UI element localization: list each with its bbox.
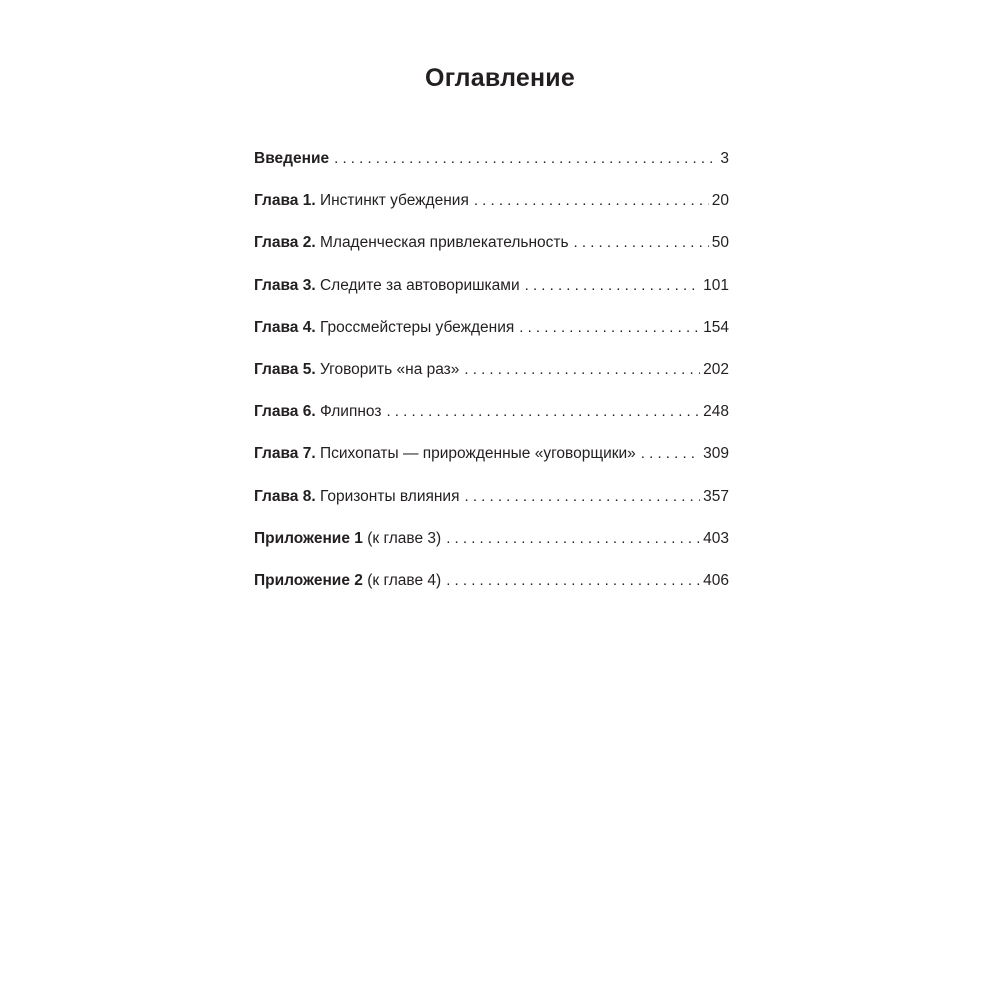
dot-leader: [641, 446, 700, 461]
entry-text: [254, 192, 469, 210]
entry-label: Глава 6.: [254, 403, 316, 421]
entry-title: Уговорить «на раз»: [319, 360, 460, 378]
page-number: 357: [703, 487, 729, 505]
toc-entry: [254, 319, 729, 361]
page-number: 406: [703, 571, 729, 589]
dot-leader: [464, 362, 700, 377]
entry-label: Глава 3.: [254, 276, 316, 294]
page-number: 202: [703, 360, 729, 378]
page-number: 101: [703, 276, 729, 294]
dot-leader: [446, 573, 700, 588]
entry-text: [254, 572, 441, 590]
entry-title: Инстинкт убеждения: [319, 192, 469, 210]
page-number: 154: [703, 318, 729, 336]
toc-entry: [254, 234, 729, 276]
entry-label: Глава 7.: [254, 445, 316, 463]
entry-label: Приложение 1: [254, 529, 363, 547]
entry-text: [254, 403, 381, 421]
entry-text: [254, 530, 441, 548]
entry-label: Глава 8.: [254, 487, 316, 505]
entry-title: Младенческая привлекательность: [319, 234, 569, 252]
entry-title: Следите за автоворишками: [319, 276, 520, 294]
entry-label: Глава 2.: [254, 234, 316, 252]
entry-label: Глава 5.: [254, 360, 316, 378]
dot-leader: [334, 151, 717, 166]
table-of-contents: [254, 150, 729, 614]
entry-title: Флипноз: [319, 403, 382, 421]
entry-title: Гроссмейстеры убеждения: [319, 318, 515, 336]
entry-text: [254, 445, 636, 463]
entry-text: [254, 361, 459, 379]
toc-entry: [254, 530, 729, 572]
page-number: 309: [703, 445, 729, 463]
entry-text: [254, 319, 514, 337]
page-number: 248: [703, 403, 729, 421]
page-number: 50: [711, 234, 729, 252]
toc-entry: [254, 488, 729, 530]
dot-leader: [464, 489, 700, 504]
entry-label: Приложение 2: [254, 571, 363, 589]
entry-text: [254, 277, 520, 295]
toc-entry: [254, 150, 729, 192]
page-number: 403: [703, 529, 729, 547]
toc-entry: [254, 277, 729, 319]
toc-entry: [254, 572, 729, 614]
dot-leader: [446, 531, 700, 546]
entry-text: [254, 150, 329, 168]
entry-label: Глава 1.: [254, 192, 316, 210]
dot-leader: [474, 193, 709, 208]
entry-text: [254, 488, 459, 506]
page-number: 20: [711, 192, 729, 210]
entry-text: [254, 234, 569, 252]
entry-title: (к главе 3): [367, 529, 442, 547]
entry-label: Глава 4.: [254, 318, 316, 336]
entry-title: (к главе 4): [367, 571, 442, 589]
dot-leader: [525, 278, 701, 293]
toc-entry: [254, 192, 729, 234]
entry-title: Психопаты — прирожденные «уговорщики»: [319, 445, 636, 463]
page-number: 3: [720, 150, 729, 167]
dot-leader: [519, 320, 700, 335]
entry-label: Введение: [254, 150, 330, 167]
toc-entry: [254, 403, 729, 445]
toc-entry: [254, 361, 729, 403]
dot-leader: [574, 235, 709, 250]
page-title: Оглавление: [425, 64, 575, 92]
toc-entry: [254, 445, 729, 487]
entry-title: Горизонты влияния: [319, 487, 460, 505]
dot-leader: [386, 404, 700, 419]
